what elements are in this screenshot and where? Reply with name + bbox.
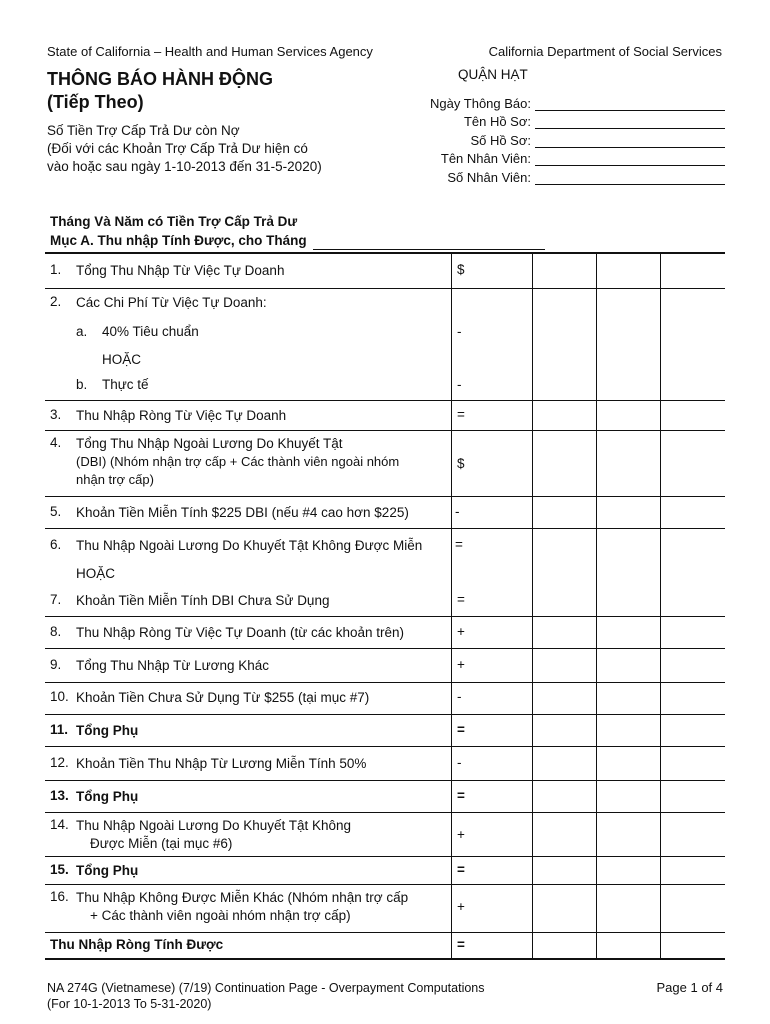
department-name: California Department of Social Services [488, 44, 722, 59]
row-number: 4. [50, 435, 62, 450]
subtitle-line-3: vào hoặc sau ngày 1-10-2013 đến 31-5-2020) [47, 159, 322, 174]
row-label-line: Thu Nhập Không Được Miễn Khác (Nhóm nhận trợ cấp [76, 890, 409, 905]
case-name-label: Tên Hồ Sơ: [463, 114, 531, 129]
row-label: Tổng Phụ [76, 863, 139, 878]
column-divider [532, 252, 533, 960]
row-operator: + [457, 827, 465, 842]
case-number-blank[interactable] [535, 134, 725, 148]
row-label: Các Chi Phí Từ Việc Tự Doanh: [76, 295, 267, 310]
row-divider [45, 884, 725, 885]
row-label: Tổng Thu Nhập Từ Việc Tự Doanh [76, 263, 285, 278]
section-heading [50, 212, 545, 250]
row-operator: = [457, 592, 465, 607]
month-blank[interactable] [313, 235, 545, 250]
computation-table [45, 252, 725, 960]
case-number-label: Số Hồ Sơ: [470, 132, 531, 148]
row-number: 13. [50, 788, 69, 803]
row-operator: = [457, 937, 465, 952]
total-label: Thu Nhập Ròng Tính Được [50, 937, 224, 952]
row-label: Khoản Tiền Chưa Sử Dụng Từ $255 (tại mục #7) [76, 690, 370, 705]
row-label-line: + Các thành viên ngoài nhóm nhận trợ cấp) [90, 908, 351, 923]
column-divider [596, 252, 597, 960]
case-number-field[interactable] [430, 129, 725, 148]
row-number: 11. [50, 722, 69, 737]
row-divider [45, 400, 725, 401]
row-number: 16. [50, 889, 69, 904]
row-number: 5. [50, 504, 62, 519]
row-divider [45, 746, 725, 747]
worker-number-label: Số Nhân Viên: [447, 169, 531, 185]
row-number: 15. [50, 862, 69, 877]
column-divider [660, 252, 661, 960]
row-number: 2. [50, 294, 62, 309]
row-divider [45, 528, 725, 529]
row-label: Thực tế [102, 377, 149, 392]
row-operator: = [457, 862, 465, 877]
row-label [76, 435, 399, 489]
worker-name-blank[interactable] [535, 152, 725, 166]
row-operator: + [457, 657, 465, 672]
row-number: 12. [50, 755, 69, 770]
row-label-line: nhận trợ cấp) [76, 472, 154, 487]
worker-name-field[interactable] [430, 148, 725, 167]
row-operator: $ [457, 456, 465, 471]
row-label-line: (DBI) (Nhóm nhận trợ cấp + Các thành viên ngoài nhóm [76, 454, 400, 469]
row-operator: = [455, 537, 463, 552]
row-label-line: Được Miễn (tại mục #6) [90, 836, 233, 851]
subtitle-line-2: (Đối với các Khoản Trợ Cấp Trả Dư hiện có [47, 141, 308, 156]
title-line-2: (Tiếp Theo) [47, 92, 144, 112]
section-a-label: Mục A. Thu nhập Tính Được, cho Tháng [50, 233, 307, 248]
row-divider [45, 682, 725, 683]
subtitle-line-1: Số Tiền Trợ Cấp Trả Dư còn Nợ [47, 123, 240, 138]
notice-fields [430, 92, 725, 185]
row-divider [45, 856, 725, 857]
notice-date-blank[interactable] [535, 97, 725, 111]
row-operator: + [457, 899, 465, 914]
title-line-1: THÔNG BÁO HÀNH ĐỘNG [47, 69, 273, 89]
row-operator: - [457, 689, 462, 704]
row-label-line: Thu Nhập Ngoài Lương Do Khuyết Tật Không [76, 818, 352, 833]
row-label: Thu Nhập Ngoài Lương Do Khuyết Tật Không Được Miễn [76, 538, 423, 553]
form-date-range: (For 10-1-2013 To 5-31-2020) [47, 997, 212, 1011]
row-divider [45, 780, 725, 781]
row-operator: = [457, 407, 465, 422]
row-number: 9. [50, 657, 62, 672]
row-operator: - [457, 755, 462, 770]
row-label: Thu Nhập Ròng Từ Việc Tự Doanh (từ các khoản trên) [76, 625, 405, 640]
row-label: Tổng Phụ [76, 789, 139, 804]
notice-date-label: Ngày Thông Báo: [430, 95, 531, 111]
row-label [76, 817, 351, 853]
case-name-field[interactable] [430, 111, 725, 130]
row-operator: + [457, 624, 465, 639]
row-number: 3. [50, 407, 62, 422]
row-divider [45, 648, 725, 649]
table-bottom-border [45, 958, 725, 960]
row-divider [45, 812, 725, 813]
row-label [76, 889, 408, 925]
row-number: 10. [50, 689, 69, 704]
row-number: 14. [50, 817, 69, 832]
row-operator: - [457, 324, 462, 339]
row-operator: = [457, 788, 465, 803]
table-top-border [45, 252, 725, 254]
worker-name-label: Tên Nhân Viên: [440, 151, 531, 166]
subtitle [47, 122, 322, 176]
county-label: QUẬN HẠT [458, 67, 528, 82]
worker-number-field[interactable] [430, 166, 725, 185]
row-divider [45, 616, 725, 617]
row-operator: $ [457, 262, 465, 277]
row-divider [45, 714, 725, 715]
row-label: Thu Nhập Ròng Từ Việc Tự Doanh [76, 408, 287, 423]
page-number: Page 1 of 4 [656, 980, 723, 995]
notice-date-field[interactable] [430, 92, 725, 111]
or-label: HOẶC [76, 566, 116, 581]
row-label: 40% Tiêu chuẩn [102, 324, 199, 339]
or-label: HOẶC [102, 352, 142, 367]
row-number: 8. [50, 624, 62, 639]
row-label: Tổng Thu Nhập Từ Lương Khác [76, 658, 270, 673]
row-operator: = [457, 722, 465, 737]
row-label: Khoản Tiền Thu Nhập Từ Lương Miễn Tính 50% [76, 756, 367, 771]
worker-number-blank[interactable] [535, 171, 725, 185]
row-operator: - [457, 377, 462, 392]
page-title [47, 68, 273, 114]
section-line-1: Tháng Và Năm có Tiền Trợ Cấp Trả Dư [50, 214, 298, 229]
row-number: 1. [50, 262, 62, 277]
row-divider [45, 932, 725, 933]
row-label: Tổng Phụ [76, 723, 139, 738]
row-number: 7. [50, 592, 62, 607]
form-footer [47, 980, 485, 1012]
agency-name: State of California – Health and Human Services Agency [47, 44, 373, 59]
section-line-2 [50, 231, 545, 250]
column-divider [451, 252, 452, 960]
row-label-line: Tổng Thu Nhập Ngoài Lương Do Khuyết Tật [76, 436, 343, 451]
row-letter: b. [76, 377, 88, 392]
row-label: Khoản Tiền Miễn Tính $225 DBI (nếu #4 cao hơn $225) [76, 505, 409, 520]
row-letter: a. [76, 324, 88, 339]
case-name-blank[interactable] [535, 115, 725, 129]
row-divider [45, 496, 725, 497]
row-divider [45, 288, 725, 289]
row-number: 6. [50, 537, 62, 552]
form-id: NA 274G (Vietnamese) (7/19) Continuation Page - Overpayment Computations [47, 981, 485, 995]
row-divider [45, 430, 725, 431]
row-operator: - [455, 504, 460, 519]
row-label: Khoản Tiền Miễn Tính DBI Chưa Sử Dụng [76, 593, 330, 608]
